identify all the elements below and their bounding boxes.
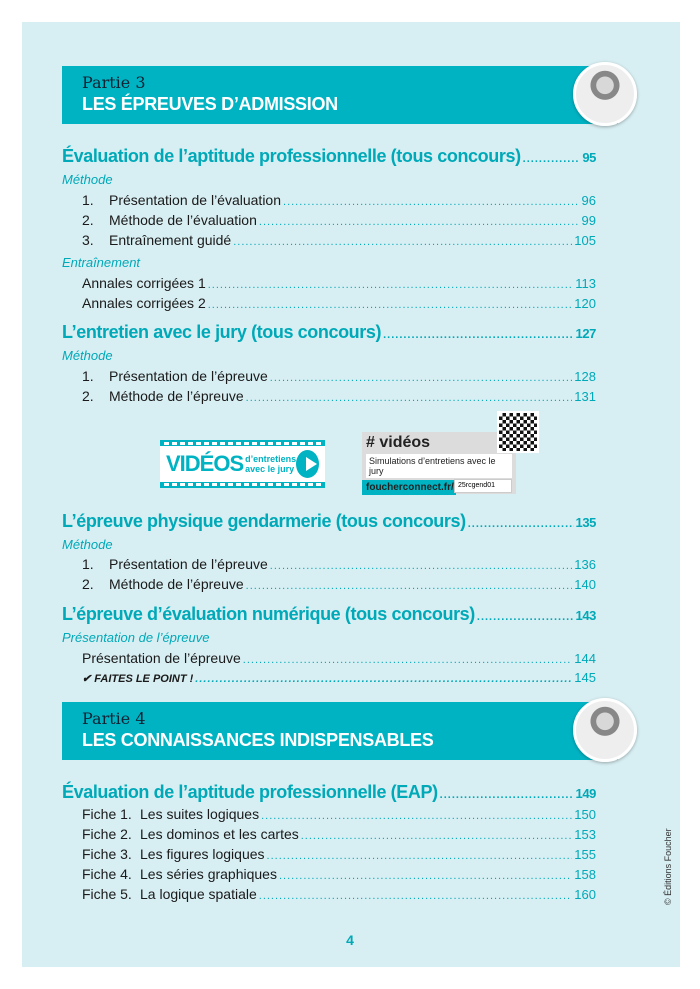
toc-entry[interactable] bbox=[82, 212, 596, 228]
dot-leader bbox=[477, 611, 574, 623]
copyright: © Éditions Foucher bbox=[663, 828, 673, 905]
fiche-number: Fiche 1. bbox=[82, 806, 132, 822]
toc-entry[interactable] bbox=[82, 275, 596, 291]
toc-entry[interactable] bbox=[82, 866, 596, 882]
entry-label: La logique spatiale bbox=[140, 886, 257, 902]
page-ref: 120 bbox=[574, 296, 596, 311]
category-label: Méthode bbox=[62, 348, 113, 363]
videos-label: VIDÉOS bbox=[166, 451, 244, 476]
dot-leader bbox=[261, 810, 572, 822]
part-3-banner bbox=[62, 66, 618, 124]
film-perforations bbox=[164, 442, 321, 445]
page-ref: 145 bbox=[574, 670, 596, 685]
toc-entry-point[interactable] bbox=[82, 670, 596, 685]
entry-label: Méthode de l’épreuve bbox=[109, 576, 244, 592]
part-4-banner bbox=[62, 702, 618, 760]
dot-leader bbox=[440, 789, 574, 801]
entry-label: Annales corrigées 2 bbox=[82, 295, 206, 311]
category-label: Méthode bbox=[62, 172, 113, 187]
toc-heading[interactable] bbox=[62, 782, 596, 803]
videos-url[interactable]: foucherconnect.fr/ bbox=[362, 480, 456, 495]
toc-entry[interactable] bbox=[82, 846, 596, 862]
entry-number: 1. bbox=[82, 192, 94, 208]
page-ref: 140 bbox=[574, 577, 596, 592]
entry-label: Méthode de l’évaluation bbox=[109, 212, 257, 228]
film-perforations bbox=[164, 483, 321, 486]
page-ref: 158 bbox=[574, 867, 596, 882]
entry-label: Annales corrigées 1 bbox=[82, 275, 206, 291]
qr-code-icon[interactable] bbox=[497, 411, 539, 453]
dot-leader bbox=[270, 372, 573, 384]
videos-code: 25rcgend01 bbox=[454, 479, 512, 493]
dot-leader bbox=[301, 830, 573, 842]
toc-heading[interactable] bbox=[62, 322, 596, 343]
dot-leader bbox=[246, 580, 573, 592]
entry-label: Présentation de l’évaluation bbox=[109, 192, 282, 208]
page-ref: 144 bbox=[574, 651, 596, 666]
videos-hashtag: # vidéos bbox=[366, 434, 431, 451]
toc-entry[interactable] bbox=[82, 650, 596, 666]
fiche-number: Fiche 2. bbox=[82, 826, 132, 842]
toc-heading[interactable] bbox=[62, 146, 596, 167]
toc-entry[interactable] bbox=[82, 576, 596, 592]
videos-sub2: avec le jury bbox=[245, 464, 295, 474]
entry-label: Les figures logiques bbox=[140, 846, 265, 862]
category-label: Entraînement bbox=[62, 255, 141, 270]
fiche-number: Fiche 4. bbox=[82, 866, 132, 882]
toc-heading[interactable] bbox=[62, 604, 596, 625]
entry-label: Présentation de l’épreuve bbox=[109, 368, 268, 384]
avatar-photo bbox=[573, 62, 637, 126]
dot-leader bbox=[243, 654, 573, 666]
toc-heading[interactable] bbox=[62, 511, 596, 532]
toc-entry[interactable] bbox=[82, 556, 596, 572]
category-label: Méthode bbox=[62, 537, 113, 552]
dot-leader bbox=[233, 236, 572, 248]
part-label: Partie 3 bbox=[82, 73, 146, 92]
part-title: LES ÉPREUVES D’ADMISSION bbox=[82, 94, 338, 114]
toc-entry[interactable] bbox=[82, 886, 596, 902]
entry-label: Présentation de l’épreuve bbox=[82, 650, 241, 666]
heading-label: Évaluation de l’aptitude professionnelle (tous concours) bbox=[62, 146, 521, 166]
videos-film-badge[interactable] bbox=[160, 440, 325, 488]
dot-leader bbox=[383, 329, 573, 341]
toc-entry[interactable] bbox=[82, 806, 596, 822]
page-ref: 149 bbox=[575, 786, 596, 801]
entry-label: Les dominos et les cartes bbox=[140, 826, 299, 842]
entry-number: 1. bbox=[82, 556, 94, 572]
part-label: Partie 4 bbox=[82, 709, 146, 728]
category-label: Présentation de l’épreuve bbox=[62, 630, 210, 645]
dot-leader bbox=[523, 153, 581, 165]
videos-sub1: d’entretiens bbox=[245, 454, 297, 464]
dot-leader bbox=[259, 890, 573, 902]
page-number: 4 bbox=[346, 932, 354, 948]
dot-leader bbox=[259, 216, 580, 228]
page-ref: 99 bbox=[581, 213, 596, 228]
dot-leader bbox=[208, 279, 574, 291]
videos-link-box[interactable] bbox=[362, 432, 516, 494]
toc-entry[interactable] bbox=[82, 232, 596, 248]
heading-label: L’épreuve physique gendarmerie (tous concours) bbox=[62, 511, 466, 531]
toc-entry[interactable] bbox=[82, 295, 596, 311]
dot-leader bbox=[246, 392, 573, 404]
toc-entry[interactable] bbox=[82, 368, 596, 384]
fiche-number: Fiche 5. bbox=[82, 886, 132, 902]
toc-entry[interactable] bbox=[82, 192, 596, 208]
entry-label: Les suites logiques bbox=[140, 806, 260, 822]
videos-description: Simulations d’entretiens avec le jury bbox=[366, 454, 512, 478]
toc-entry[interactable] bbox=[82, 826, 596, 842]
entry-label: Présentation de l’épreuve bbox=[109, 556, 268, 572]
page-ref: 127 bbox=[575, 326, 596, 341]
dot-leader bbox=[267, 850, 573, 862]
avatar-photo bbox=[573, 698, 637, 762]
dot-leader bbox=[195, 673, 572, 685]
page-ref: 136 bbox=[574, 557, 596, 572]
entry-number: 2. bbox=[82, 576, 94, 592]
toc-entry[interactable] bbox=[82, 388, 596, 404]
page-ref: 160 bbox=[574, 887, 596, 902]
heading-label: L’épreuve d’évaluation numérique (tous concours) bbox=[62, 604, 475, 624]
play-icon[interactable] bbox=[296, 450, 319, 478]
dot-leader bbox=[279, 870, 572, 882]
page-ref: 113 bbox=[575, 276, 596, 291]
dot-leader bbox=[468, 518, 574, 530]
page-ref: 143 bbox=[575, 608, 596, 623]
page-ref: 131 bbox=[574, 389, 596, 404]
page-ref: 95 bbox=[582, 150, 596, 165]
entry-number: 2. bbox=[82, 212, 94, 228]
page-ref: 155 bbox=[574, 847, 596, 862]
heading-label: L’entretien avec le jury (tous concours) bbox=[62, 322, 382, 342]
entry-label: Méthode de l’épreuve bbox=[109, 388, 244, 404]
page-ref: 105 bbox=[574, 233, 596, 248]
entry-label: Les séries graphiques bbox=[140, 866, 277, 882]
entry-label: ✔ FAITES LE POINT ! bbox=[82, 673, 194, 685]
part-title: LES CONNAISSANCES INDISPENSABLES bbox=[82, 730, 434, 750]
entry-number: 2. bbox=[82, 388, 94, 404]
page-ref: 150 bbox=[574, 807, 596, 822]
dot-leader bbox=[208, 299, 573, 311]
page-ref: 135 bbox=[575, 515, 596, 530]
fiche-number: Fiche 3. bbox=[82, 846, 132, 862]
heading-label: Évaluation de l’aptitude professionnelle (EAP) bbox=[62, 782, 438, 802]
page-ref: 96 bbox=[581, 193, 596, 208]
entry-number: 1. bbox=[82, 368, 94, 384]
page-ref: 153 bbox=[574, 827, 596, 842]
entry-label: Entraînement guidé bbox=[109, 232, 232, 248]
page-ref: 128 bbox=[574, 369, 596, 384]
dot-leader bbox=[270, 560, 573, 572]
dot-leader bbox=[283, 196, 580, 208]
entry-number: 3. bbox=[82, 232, 94, 248]
